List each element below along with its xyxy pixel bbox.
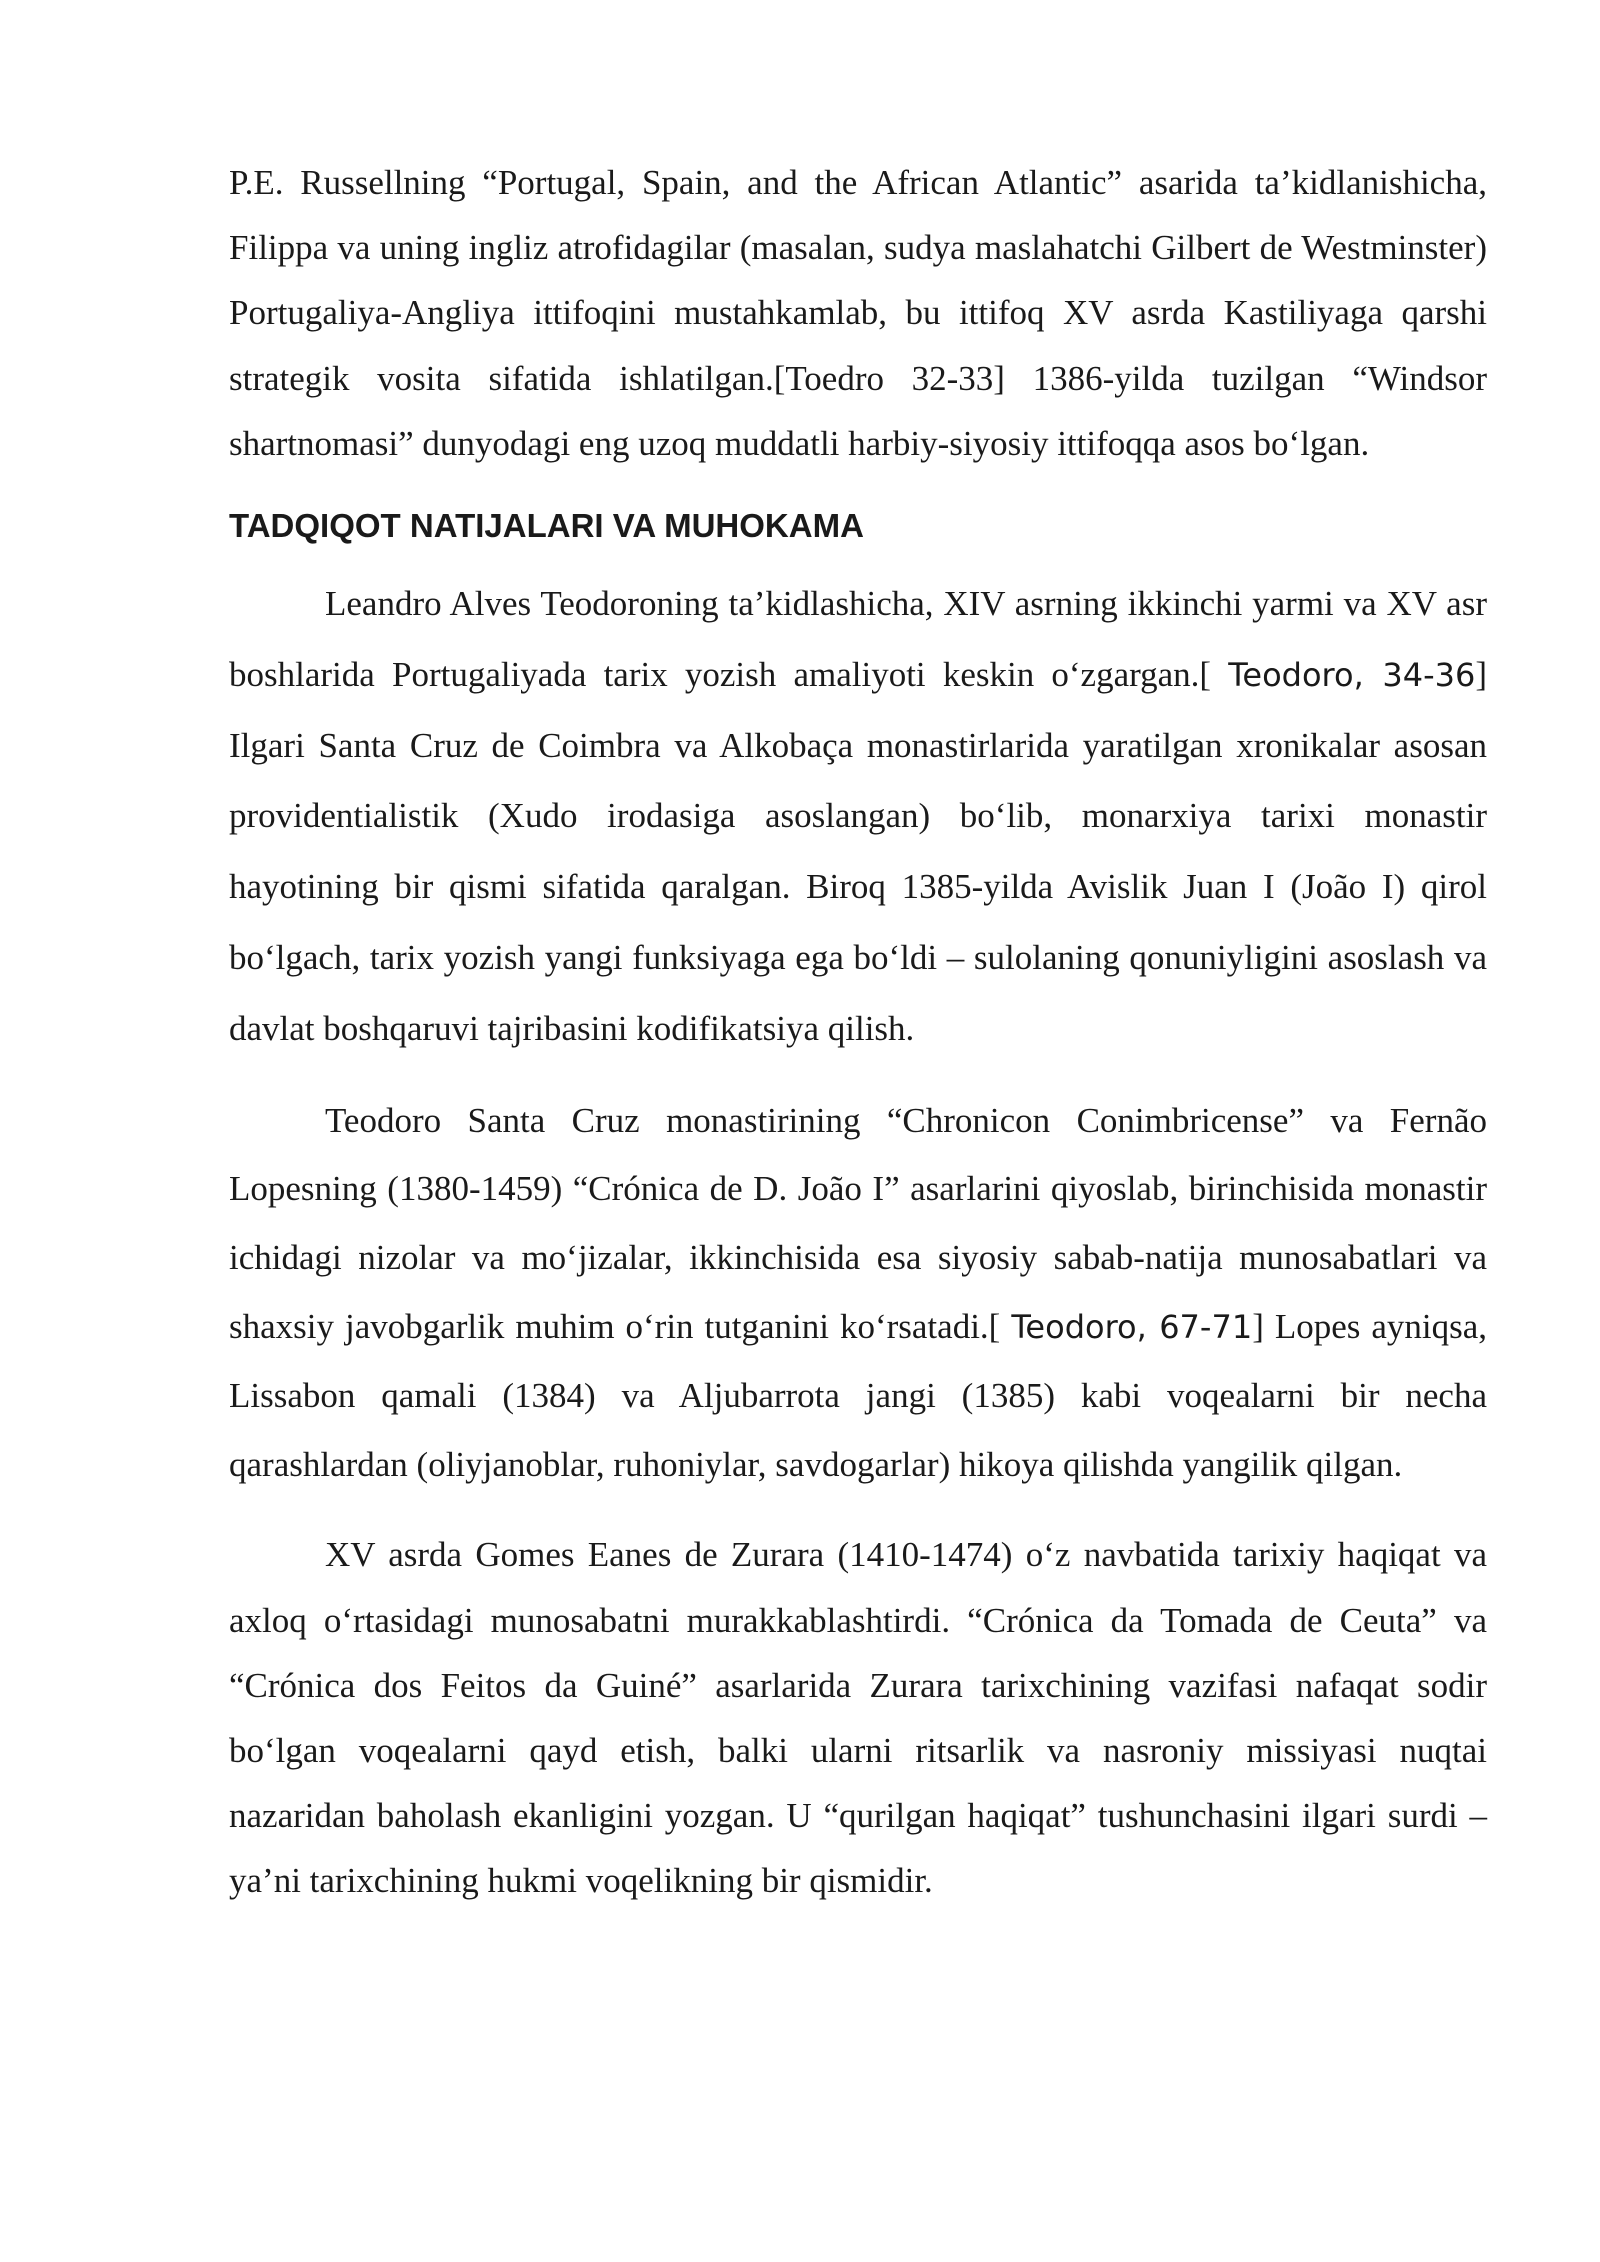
paragraph-text: Teodoro Santa Cruz monastirining “Chronicon Conimbricense” va Fernão Lopesning (1380-1459) “Crónica de D. João I” asarlarini qiyoslab, birinchisida monastir ichidagi nizolar va mo‘jizalar, ikkinchisida esa siyosiy sabab-natija munosabatlari va shaxsiy javobgarlik muhim o‘rin tutganini ko‘rsatadi.[	[229, 1100, 1487, 1346]
page-body	[229, 150, 1487, 1914]
paragraph-intro: P.E. Russellning “Portugal, Spain, and the African Atlantic” asarida ta’kidlanishicha, Filippa va uning ingliz atrofidagilar (masalan, sudya maslahatchi Gilbert de Westminster) Portugaliya-Angliya ittifoqini mustahkamlab, bu ittifoq XV asrda Kastiliyaga qarshi strategik vosita sifatida ishlatilgan.[Toedro 32-33] 1386-yilda tuzilgan “Windsor shartnomasi” dunyodagi eng uzoq muddatli harbiy-siyosiy ittifoqqa asos bo‘lgan.	[229, 163, 1487, 463]
paragraph-teodoro-2	[229, 1087, 1487, 1500]
paragraph-text: ] Lopes ayniqsa, Lissabon qamali (1384) va Aljubarrota jangi (1385) kabi voqealarni bir necha qarashlardan (oliyjanoblar, ruhoniylar, savdogarlar) hikoya qilishda yangilik qilgan.	[229, 1306, 1488, 1484]
paragraph-text: ] Ilgari Santa Cruz de Coimbra va Alkobaça monastirlarida yaratilgan xronikalar asosan providentialistik (Xudo irodasiga asoslangan) bo‘lib, monarxiya tarixi monastir hayotining bir qismi sifatida qaralgan. Biroq 1385-yilda Avislik Juan I (João I) qirol bo‘lgach, tarix yozish yangi funksiyaga ega bo‘ldi – sulolaning qonuniyligini asoslash va davlat boshqaruvi tajribasini kodifikatsiya qilish.	[229, 654, 1487, 1048]
citation: Teodoro, 67-71	[1011, 1307, 1253, 1346]
paragraph-teodoro-1	[229, 569, 1487, 1065]
paragraph-text: Leandro Alves Teodoroning ta’kidlashicha, XIV asrning ikkinchi yarmi va XV asr boshlarida Portugaliyada tarix yozish amaliyoti keskin o‘zgargan.[	[229, 584, 1487, 694]
paragraph-zurara: XV asrda Gomes Eanes de Zurara (1410-1474) o‘z navbatida tarixiy haqiqat va axloq o‘rtasidagi munosabatni murakkablashtirdi. “Crónica da Tomada de Ceuta” va “Crónica dos Feitos da Guiné” asarlarida Zurara tarixchining vazifasi nafaqat sodir bo‘lgan voqealarni qayd etish, balki ularni ritsarlik va nasroniy missiyasi nuqtai nazaridan baholash ekanligini yozgan. U “qurilgan haqiqat” tushunchasini ilgari surdi – ya’ni tarixchining hukmi voqelikning bir qismidir.	[229, 1535, 1487, 1901]
section-heading: TADQIQOT NATIJALARI VA MUHOKAMA	[229, 507, 864, 545]
citation: Teodoro, 34-36	[1228, 655, 1476, 694]
